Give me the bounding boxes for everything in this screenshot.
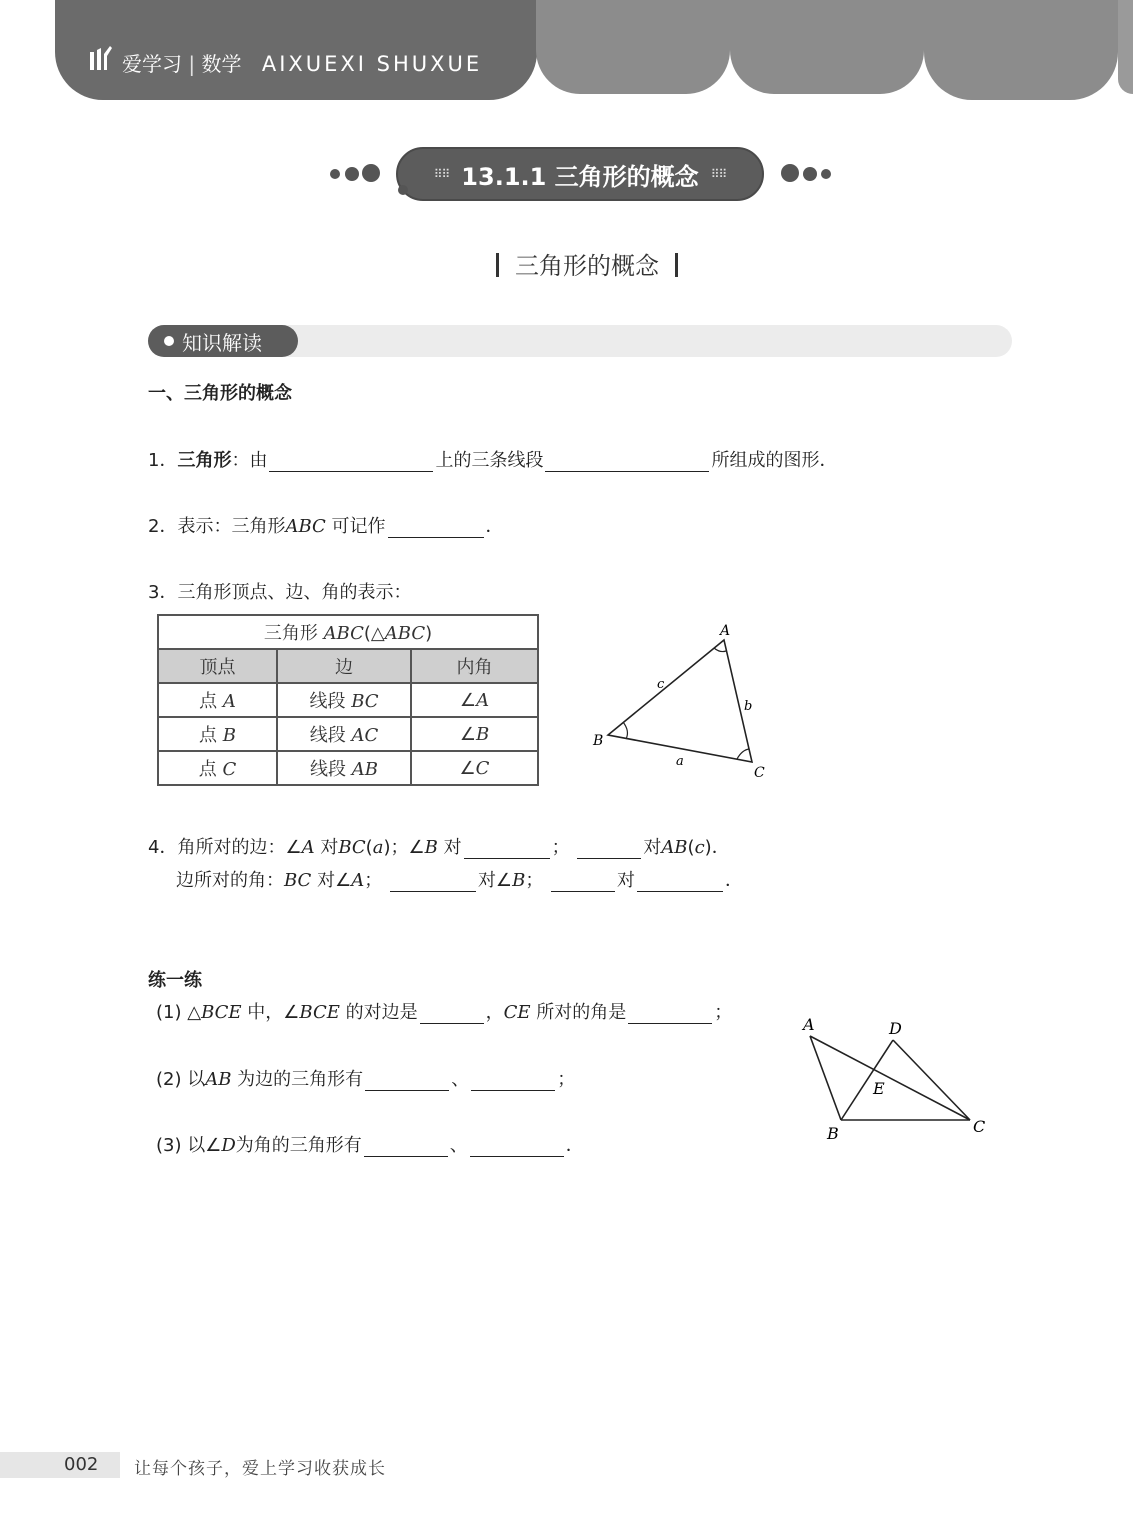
- math-var: a: [372, 837, 384, 858]
- table-row: [158, 751, 538, 785]
- decor-dot: [330, 169, 340, 179]
- subtitle-text: 三角形的概念: [515, 252, 659, 280]
- caption-part: ): [425, 623, 433, 644]
- segment-ab: [810, 1036, 841, 1120]
- math-var: A: [301, 837, 315, 858]
- table-cell: [277, 717, 411, 751]
- item-1: [148, 446, 837, 472]
- text: ；: [714, 1002, 733, 1023]
- page-number: 002: [0, 1452, 120, 1478]
- fill-blank[interactable]: [545, 453, 709, 472]
- table-cell: [411, 683, 538, 717]
- math-var: ABC: [285, 516, 326, 537]
- text: ，: [485, 1002, 504, 1023]
- math-var: AB: [205, 1069, 232, 1090]
- vertex-label: B: [593, 733, 604, 749]
- text: 对: [314, 837, 339, 858]
- text: 边所对的角：: [176, 870, 284, 891]
- point-label: C: [973, 1117, 986, 1136]
- section-heading: 一、三角形的概念: [148, 383, 292, 404]
- text: 对∠: [311, 870, 352, 891]
- table-row: [158, 683, 538, 717]
- fill-blank[interactable]: [637, 873, 723, 892]
- text: ．: [485, 516, 504, 537]
- knowledge-label-pill: [148, 325, 298, 357]
- triangle-shape: [608, 640, 752, 762]
- math-var: CE: [503, 1002, 531, 1023]
- math-var: BCE: [299, 1002, 340, 1023]
- text: 为边的三角形有: [231, 1069, 364, 1090]
- text: 可记作: [325, 516, 386, 537]
- text: 对∠: [477, 870, 513, 891]
- header-title: [122, 48, 482, 77]
- text: ．: [565, 1135, 584, 1156]
- table-cell: [158, 751, 277, 785]
- subtitle-bar: [496, 253, 499, 277]
- cell-var: B: [475, 723, 490, 745]
- text: ；: [364, 870, 383, 891]
- text: 的对边是: [339, 1002, 418, 1023]
- table-caption: [158, 615, 538, 649]
- table-header: 顶点: [158, 649, 277, 683]
- segment-bd: [841, 1040, 893, 1120]
- brand-name: 爱学习: [122, 52, 182, 76]
- text: 、: [449, 1135, 468, 1156]
- brand-logo-icon: [88, 44, 116, 74]
- caption-part: ABC: [323, 623, 364, 644]
- text: 所对的角是: [530, 1002, 627, 1023]
- math-var: B: [424, 837, 438, 858]
- cell-text: 点: [199, 691, 223, 712]
- header-tab: [924, 0, 1118, 100]
- text: ．: [725, 870, 744, 891]
- caption-part: ABC: [384, 623, 426, 644]
- vertex-label: A: [720, 623, 731, 639]
- decor-dot: [345, 167, 359, 181]
- text: ；: [525, 870, 544, 891]
- cell-var: C: [222, 759, 237, 780]
- section-title: 13.1.1 三角形的概念: [461, 162, 699, 191]
- point-label: A: [803, 1015, 815, 1034]
- cell-text: ∠: [459, 689, 477, 711]
- side-label: a: [676, 754, 684, 769]
- cell-text: ∠: [459, 757, 476, 779]
- text: (2) 以: [156, 1069, 206, 1090]
- table-row: [158, 717, 538, 751]
- decor-dot: [362, 164, 380, 182]
- text: (: [687, 837, 695, 858]
- cell-var: A: [222, 691, 236, 712]
- point-label: D: [889, 1019, 902, 1038]
- table-cell: [277, 683, 411, 717]
- section-title-pill: [396, 147, 764, 201]
- lesson-subtitle: [480, 246, 694, 281]
- cell-text: 线段: [309, 725, 352, 746]
- caption-part: (△: [363, 623, 385, 644]
- vertex-label: C: [754, 765, 765, 781]
- text: 对: [437, 837, 462, 858]
- text: )；∠: [383, 837, 425, 858]
- math-var: BCE: [201, 1002, 242, 1023]
- practice-heading: 练一练: [148, 970, 202, 991]
- decor-dot: [398, 185, 408, 195]
- table-cell: [158, 717, 277, 751]
- table-header: 内角: [411, 649, 538, 683]
- math-var: BC: [284, 870, 312, 891]
- grid-dots-icon: ⠿⠿: [433, 167, 450, 181]
- bullet-icon: [164, 336, 174, 346]
- table-cell: [277, 751, 411, 785]
- cell-text: 线段: [309, 691, 352, 712]
- triangle-figure: [585, 615, 785, 785]
- text: 对: [617, 870, 636, 891]
- text: 中，∠: [241, 1002, 300, 1023]
- angle-arc-b: [623, 722, 627, 739]
- cell-text: 线段: [310, 759, 352, 780]
- fill-blank[interactable]: [551, 873, 615, 892]
- fill-blank[interactable]: [365, 1072, 449, 1091]
- segment-ac: [810, 1036, 970, 1120]
- table-cell: [158, 683, 277, 717]
- item-2: [148, 512, 504, 538]
- cell-var: BC: [351, 691, 379, 712]
- text: 所组成的图形．: [711, 450, 838, 471]
- cell-var: AB: [351, 759, 378, 780]
- item-4-line-2: [176, 866, 743, 892]
- triangle-notation-table: [157, 614, 539, 786]
- text: ：由: [231, 450, 268, 471]
- subject-name: 数学: [201, 52, 242, 76]
- text: ；: [557, 1069, 576, 1090]
- fill-blank[interactable]: [464, 840, 550, 859]
- fill-blank[interactable]: [388, 519, 484, 538]
- text: 为角的三角形有: [235, 1135, 362, 1156]
- math-var: BC: [338, 837, 366, 858]
- text: 4．角所对的边：∠: [148, 837, 302, 858]
- text: (3) 以∠: [156, 1135, 222, 1156]
- header-tab: [1118, 0, 1133, 94]
- practice-q1: [156, 998, 732, 1024]
- cell-text: 点: [199, 725, 223, 746]
- subtitle-bar: [675, 253, 678, 277]
- angle-arc-a: [714, 648, 726, 652]
- cell-var: B: [222, 725, 236, 746]
- fill-blank[interactable]: [420, 1005, 484, 1024]
- math-var: c: [694, 837, 705, 858]
- cell-text: 点: [198, 759, 223, 780]
- fill-blank[interactable]: [364, 1138, 448, 1157]
- text: (1) △: [156, 1002, 202, 1023]
- cell-var: C: [475, 757, 490, 779]
- practice-figure: [795, 1010, 995, 1150]
- item-4-line-1: [148, 833, 730, 859]
- header-tab: [730, 0, 924, 94]
- cell-text: ∠: [459, 723, 476, 745]
- footer-slogan: 让每个孩子，爱上学习收获成长: [134, 1459, 386, 1479]
- point-label: B: [827, 1124, 839, 1143]
- fill-blank[interactable]: [390, 873, 476, 892]
- brand-latin: AIXUEXI SHUXUE: [261, 52, 483, 76]
- text: ；: [551, 837, 570, 858]
- fill-blank[interactable]: [470, 1138, 564, 1157]
- decor-dot: [821, 169, 831, 179]
- segment-dc: [893, 1040, 970, 1120]
- math-var: B: [512, 870, 526, 891]
- caption-part: 三角形: [263, 623, 324, 644]
- math-var: D: [221, 1135, 236, 1156]
- table-cell: [411, 717, 538, 751]
- text: )．: [704, 837, 730, 858]
- math-var: AB: [661, 837, 688, 858]
- term: 三角形: [177, 450, 232, 471]
- side-label: b: [744, 699, 753, 714]
- practice-q3: [156, 1131, 584, 1157]
- knowledge-label: 知识解读: [182, 330, 262, 355]
- fill-blank[interactable]: [577, 840, 641, 859]
- item-3: 3．三角形顶点、边、角的表示：: [148, 582, 412, 603]
- header-divider: |: [188, 52, 196, 76]
- cell-var: AC: [351, 725, 379, 746]
- side-label: c: [657, 677, 665, 692]
- text: 2．表示：三角形: [148, 516, 286, 537]
- table-header: 边: [277, 649, 411, 683]
- fill-blank[interactable]: [471, 1072, 555, 1091]
- text: 上的三条线段: [435, 450, 544, 471]
- decor-dot: [781, 164, 799, 182]
- table-cell: [411, 751, 538, 785]
- point-label: E: [873, 1079, 885, 1098]
- text: 、: [451, 1069, 470, 1090]
- math-var: A: [351, 870, 365, 891]
- practice-q2: [156, 1065, 575, 1091]
- angle-arc-c: [737, 749, 749, 759]
- fill-blank[interactable]: [628, 1005, 712, 1024]
- decor-dot: [803, 167, 817, 181]
- grid-dots-icon: ⠿⠿: [710, 167, 727, 181]
- text: (: [365, 837, 373, 858]
- header-tab: [536, 0, 730, 94]
- text: 对: [643, 837, 662, 858]
- cell-var: A: [476, 689, 490, 711]
- fill-blank[interactable]: [269, 453, 433, 472]
- item-number: 1．: [148, 450, 178, 471]
